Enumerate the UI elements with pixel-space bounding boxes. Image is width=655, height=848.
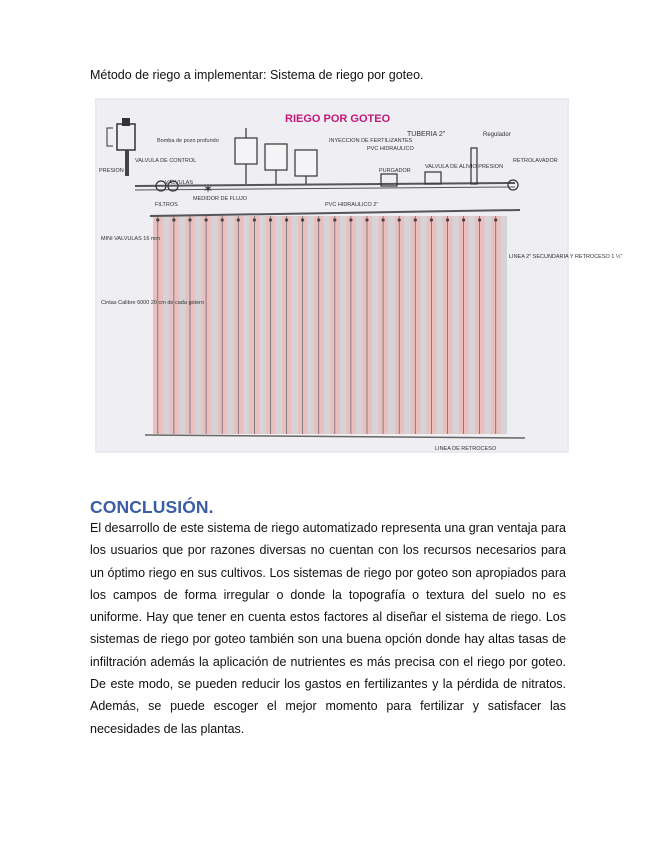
mini-valve — [333, 218, 336, 221]
drip-strip-gap — [420, 216, 426, 434]
drip-strip-gap — [453, 216, 459, 434]
label-regulador: Regulador — [483, 132, 511, 138]
label-tuberia: TUBERIA 2" — [407, 131, 446, 138]
label-valvula-control: VALVULA DE CONTROL — [135, 158, 197, 164]
drip-strip-gap — [404, 216, 410, 434]
drip-strip-gap — [211, 216, 217, 434]
drip-strip-gap — [227, 216, 233, 434]
mini-valve — [205, 218, 208, 221]
mini-valve — [365, 218, 368, 221]
label-mini-valvulas: MINI VALVULAS 16 mm — [101, 236, 161, 242]
label-pvc-mid: PVC HIDRAULICO 2" — [325, 202, 379, 208]
intro-paragraph: Método de riego a implementar: Sistema de riego por goteo. — [90, 68, 424, 82]
mini-valve — [478, 218, 481, 221]
drip-strip-gap — [163, 216, 169, 434]
label-valvula-alivio: VALVULA DE ALIVIO PRESION — [425, 164, 504, 170]
mini-valve — [156, 218, 159, 221]
label-medidor-flujo: MEDIDOR DE FLUJO — [193, 196, 248, 202]
drip-strip-gap — [372, 216, 378, 434]
mini-valve — [221, 218, 224, 221]
flow-star-icon: ✶ — [203, 182, 214, 196]
drawing-title: RIEGO POR GOTEO — [285, 113, 391, 125]
label-filtros: FILTROS — [155, 202, 178, 208]
label-purgador: PURGADOR — [379, 168, 411, 174]
drip-strip-gap — [388, 216, 394, 434]
mini-valve — [414, 218, 417, 221]
mini-valve — [172, 218, 175, 221]
mini-valve — [446, 218, 449, 221]
drip-strip-gap — [324, 216, 330, 434]
mini-valve — [237, 218, 240, 221]
drip-strip-gap — [276, 216, 282, 434]
drip-strip-gap — [195, 216, 201, 434]
drip-strip-gap — [501, 216, 507, 434]
drip-strip-gap — [243, 216, 249, 434]
label-retrolavador: RETROLAVADOR — [513, 158, 558, 164]
drip-strip-gap — [260, 216, 266, 434]
label-inyeccion: INYECCION DE FERTILIZANTES — [329, 138, 413, 144]
mini-valve — [317, 218, 320, 221]
mini-valve — [188, 218, 191, 221]
drip-strip-gap — [469, 216, 475, 434]
mini-valve — [462, 218, 465, 221]
drip-strip-gap — [356, 216, 362, 434]
mini-valve — [253, 218, 256, 221]
drip-irrigation-drawing — [95, 98, 623, 453]
mini-valve — [398, 218, 401, 221]
label-pvc-top: PVC HIDRAULICO — [367, 146, 414, 152]
mini-valve — [269, 218, 272, 221]
mini-valve — [382, 218, 385, 221]
drip-strip-gap — [437, 216, 443, 434]
label-linea-secundaria: LINEA 2" SECUNDARIA Y RETROCESO 1 ½" — [509, 254, 623, 260]
mini-valve — [349, 218, 352, 221]
drip-lines-field — [153, 216, 507, 434]
label-cintas: Cintas Calibre 6000 20 cm de cada gotero — [101, 300, 205, 306]
conclusion-heading: CONCLUSIÓN. — [90, 497, 214, 517]
mini-valve — [301, 218, 304, 221]
mini-valve — [285, 218, 288, 221]
label-presion: PRESION — [99, 168, 124, 174]
drip-strip-gap — [485, 216, 491, 434]
label-valvulas: VÁLVULAS — [165, 180, 194, 186]
drip-strip-gap — [308, 216, 314, 434]
conclusion-paragraph: El desarrollo de este sistema de riego automatizado representa una gran ventaja para los usuarios que por razones diversas no cuentan con los recursos necesarios para un óptimo riego en sus cultivos. Los sistemas de riego por goteo son apropiados para los campos de forma irregular o donde la topografía o textura del suelo no es uniforme. Hay que tener en cuenta estos factores al diseñar el sistema de riego. Los sistemas de riego por goteo también son una buena opción donde hay altas tasas de infiltración además la aplicación de nutrientes es más precisa con el riego por goteo. De este modo, se pueden reducir los gastos en fertilizantes y la pérdida de nitratos. Además, se puede escoger el mejor momento para fertilizar y satisfacer las necesidades de las plantas. — [90, 521, 566, 736]
drawing-canvas — [95, 98, 623, 453]
mini-valve — [494, 218, 497, 221]
drip-strip-gap — [340, 216, 346, 434]
label-linea-retroceso: LINEA DE RETROCESO — [435, 446, 497, 452]
label-bomba: Bomba de pozo profundo — [157, 138, 219, 144]
mini-valve — [430, 218, 433, 221]
drip-strip-gap — [292, 216, 298, 434]
drip-strip-gap — [179, 216, 185, 434]
